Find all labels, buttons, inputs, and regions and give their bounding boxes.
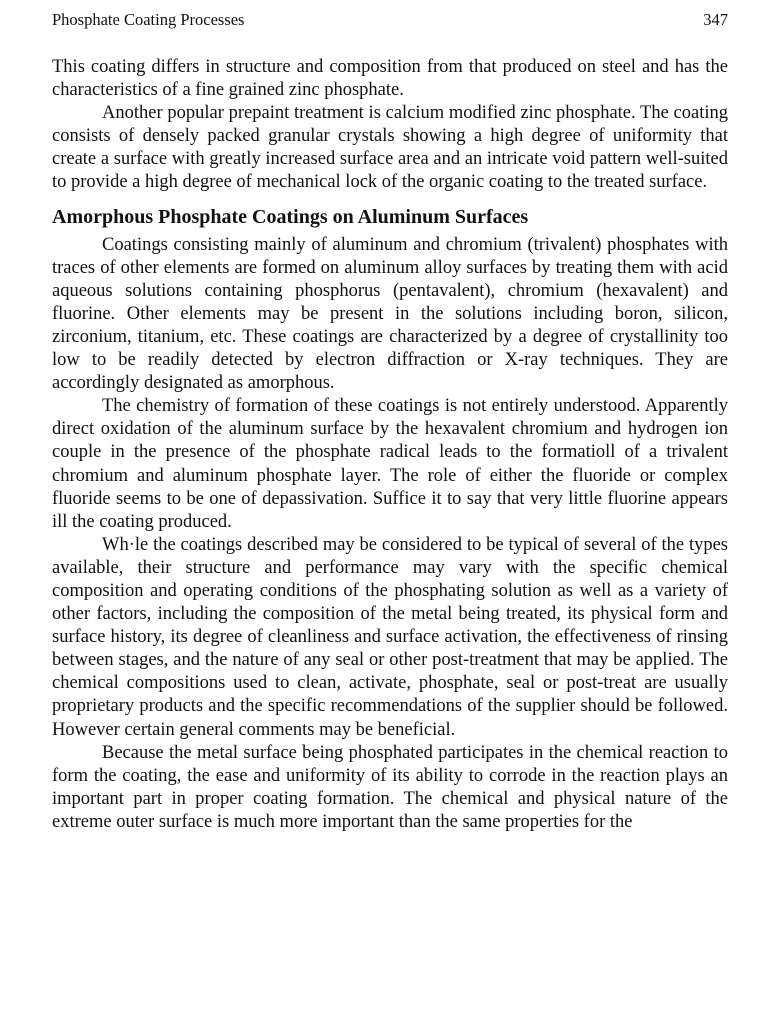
paragraph: Wh·le the coatings described may be considered to be typical of several of the types available, their structure and performance may vary with the specific chemical composition and operating conditions of the phosphating solution as well as a variety of other factors, including the composition of the metal being treated, its physical form and surface history, its degree of cleanliness and surface activation, the effectiveness of rinsing between stages, and the nature of any seal or other post-treatment that may be applied. The chemical compositions used to clean, activate, phosphate, seal or post-treat are usually proprietary products and the specific recommendations of the supplier should be followed. However certain general comments may be beneficial. <box>52 534 728 740</box>
body-text <box>52 56 728 834</box>
running-header <box>52 10 728 30</box>
paragraph: The chemistry of formation of these coatings is not entirely understood. Apparently direct oxidation of the aluminum surface by the hexavalent chromium and hydrogen ion couple in the presence of the phosphate radical leads to the formatioll of a trivalent chromium and aluminum phosphate layer. The role of either the fluoride or complex fluoride seems to be one of depassivation. Suffice it to say that very little fluorine appears ill the coating produced. <box>52 396 728 532</box>
section-heading: Amorphous Phosphate Coatings on Aluminum Surfaces <box>52 205 529 228</box>
page-number: 347 <box>703 10 728 29</box>
paragraph: Because the metal surface being phosphated participates in the chemical reaction to form the coating, the ease and uniformity of its ability to corrode in the reaction plays an important part in proper coating formation. The chemical and physical nature of the extreme outer surface is much more important than the same properties for the <box>52 742 728 832</box>
paragraph-continuation: This coating differs in structure and composition from that produced on steel and has the characteristics of a fine grained zinc phosphate. <box>52 57 728 101</box>
paragraph: Coatings consisting mainly of aluminum and chromium (trivalent) phosphates with traces of other elements are formed on aluminum alloy surfaces by treating them with acid aqueous solutions containing phosphorus (pentavalent), chromium (hexavalent) and fluorine. Other elements may be present in the solutions including boron, silicon, zirconium, titanium, etc. These coatings are characterized by a degree of crystallinity too low to be readily detected by electron diffraction or X-ray techniques. They are accordingly designated as amorphous. <box>52 234 728 394</box>
paragraph: Another popular prepaint treatment is calcium modified zinc phosphate. The coating consists of densely packed granular crystals showing a high degree of uniformity that create a surface with greatly increased surface area and an intricate void pattern well-suited to provide a high degree of mechanical lock of the organic coating to the treated surface. <box>52 103 728 193</box>
running-title: Phosphate Coating Processes <box>52 10 245 29</box>
